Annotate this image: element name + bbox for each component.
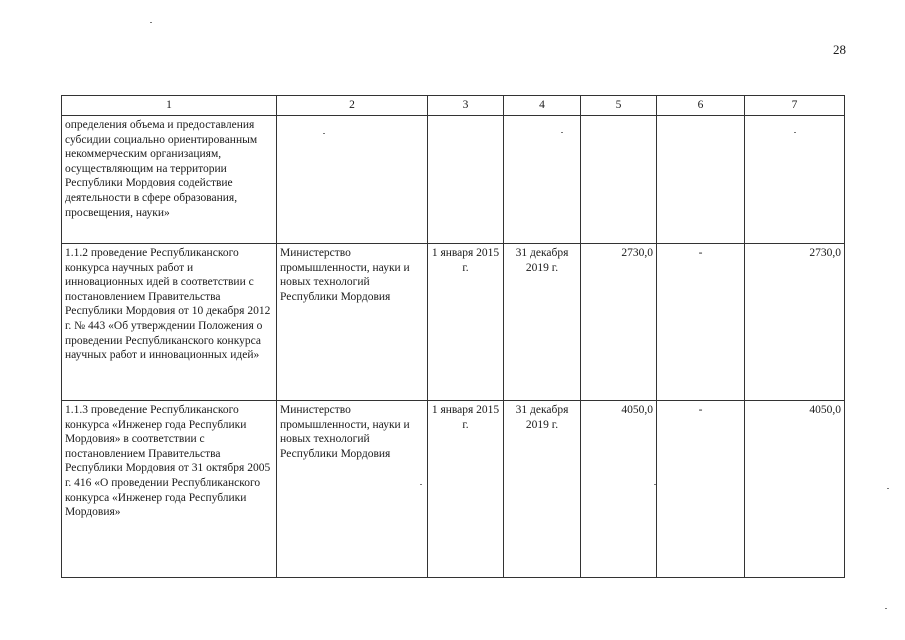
regional-amount-cell	[745, 116, 845, 244]
amount-cell: 2730,0	[581, 244, 657, 401]
scan-speck	[150, 22, 152, 23]
scan-speck	[885, 608, 887, 609]
end-date-cell: 31 декабря 2019 г.	[504, 401, 581, 578]
table-row	[62, 244, 845, 401]
executor-cell: Министерство промышленности, науки и новых технологий Республики Мордовия	[277, 244, 428, 401]
start-date-cell	[428, 116, 504, 244]
column-header: 6	[657, 96, 745, 116]
column-header: 2	[277, 96, 428, 116]
federal-amount-cell	[657, 116, 745, 244]
scan-speck	[654, 484, 656, 485]
amount-cell: 4050,0	[581, 401, 657, 578]
scan-speck	[561, 132, 563, 133]
regional-amount-cell: 4050,0	[745, 401, 845, 578]
start-date-cell: 1 января 2015 г.	[428, 401, 504, 578]
measure-name-cell: 1.1.2 проведение Республиканского конкурса научных работ и инновационных идей в соответствии с постановлением Правительства Республики Мордовия от 10 декабря 2012 г. № 443 «Об утверждении Положения о проведении Республиканского конкурса научных работ и инновационных идей»	[62, 244, 277, 401]
executor-cell: Министерство промышленности, науки и новых технологий Республики Мордовия	[277, 401, 428, 578]
column-header: 7	[745, 96, 845, 116]
end-date-cell: 31 декабря 2019 г.	[504, 244, 581, 401]
scan-speck	[323, 133, 325, 134]
table-row	[62, 401, 845, 578]
measure-name-cell: определения объема и предоставления субсидии социально ориентированным некоммерческим организациям, осуществляющим на территории Республики Мордовия содействие деятельности в сфере образования, просвещения, науки»	[62, 116, 277, 244]
regional-amount-cell: 2730,0	[745, 244, 845, 401]
table-row	[62, 116, 845, 244]
measure-name-cell: 1.1.3 проведение Республиканского конкурса «Инженер года Республики Мордовия» в соответствии с постановлением Правительства Республики Мордовия от 31 октября 2005 г. 416 «О проведении Республиканского конкурса «Инженер года Республики Мордовия»	[62, 401, 277, 578]
column-header: 5	[581, 96, 657, 116]
scan-speck	[794, 132, 796, 133]
federal-amount-cell: -	[657, 401, 745, 578]
program-table	[61, 95, 845, 578]
page-number: 28	[833, 42, 846, 57]
table-header-row	[62, 96, 845, 116]
end-date-cell	[504, 116, 581, 244]
executor-cell	[277, 116, 428, 244]
column-header: 4	[504, 96, 581, 116]
column-header: 1	[62, 96, 277, 116]
scan-speck	[420, 484, 422, 485]
federal-amount-cell: -	[657, 244, 745, 401]
amount-cell	[581, 116, 657, 244]
scan-speck	[887, 488, 889, 489]
start-date-cell: 1 января 2015 г.	[428, 244, 504, 401]
column-header: 3	[428, 96, 504, 116]
